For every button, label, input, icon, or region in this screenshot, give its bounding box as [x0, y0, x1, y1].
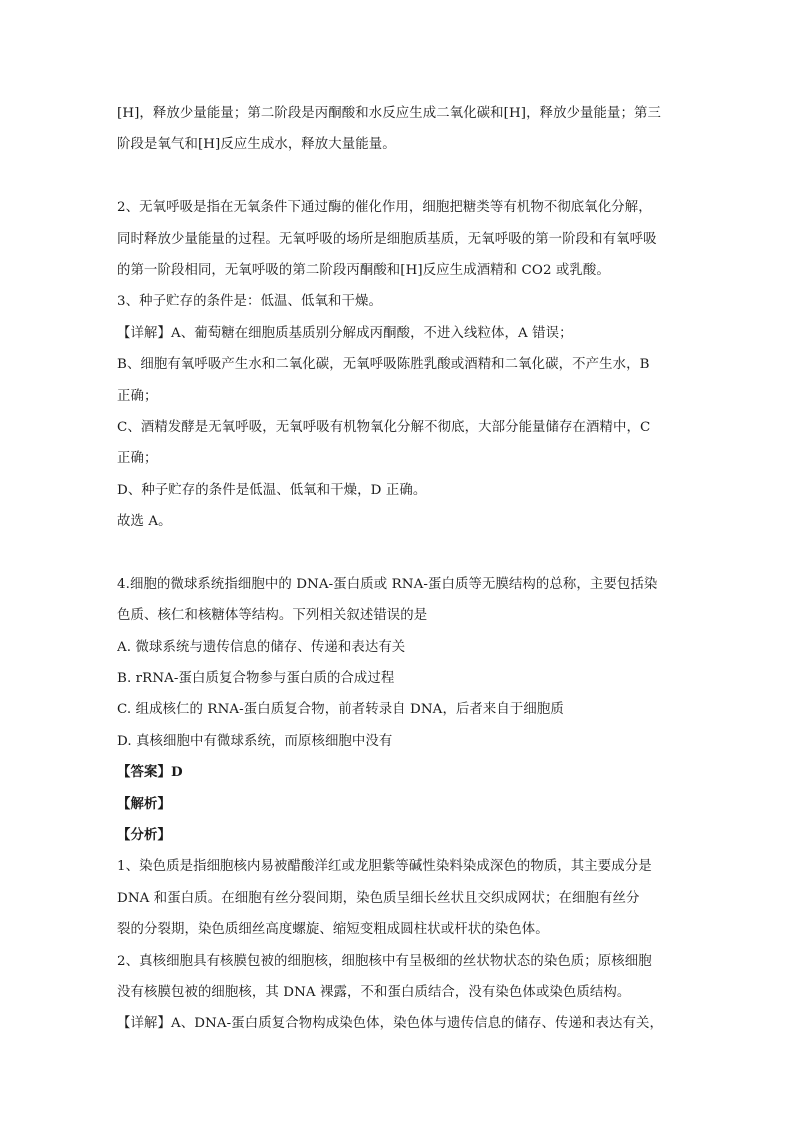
option-d: D. 真核细胞中有微球系统，而原核细胞中没有	[117, 733, 393, 749]
text-line: 故选 A。	[117, 514, 172, 530]
text-line: 的第一阶段相同，无氧呼吸的第二阶段丙酮酸和[H]反应生成酒精和 CO2 或乳酸。	[117, 262, 610, 278]
text-line: 【详解】A、葡萄糖在细胞质基质别分解成丙酮酸，不进入线粒体，A 错误；	[117, 325, 573, 341]
text-line: 正确；	[117, 388, 158, 404]
question-stem: 4.细胞的微球系统指细胞中的 DNA-蛋白质或 RNA-蛋白质等无膜结构的总称，主要包括染	[117, 576, 658, 592]
question-stem: 色质、核仁和核糖体等结构。下列相关叙述错误的是	[117, 608, 428, 624]
text-line: 正确；	[117, 451, 158, 467]
text-line: 【详解】A、DNA-蛋白质复合物构成染色体，染色体与遗传信息的储存、传递和表达有关，	[117, 1016, 663, 1032]
text-line: C、酒精发酵是无氧呼吸，无氧呼吸有机物氧化分解不彻底，大部分能量储存在酒精中，C	[117, 419, 651, 435]
text-line: 1、染色质是指细胞核内易被醋酸洋红或龙胆紫等碱性染料染成深色的物质，其主要成分是	[117, 859, 652, 875]
explanation-heading: 【解析】	[117, 795, 171, 812]
text-line: 没有核膜包被的细胞核，其 DNA 裸露，不和蛋白质结合，没有染色体或染色质结构。	[117, 984, 631, 1000]
text-line: D、种子贮存的条件是低温、低氧和干燥，D 正确。	[117, 482, 427, 498]
text-line: DNA 和蛋白质。在细胞有丝分裂间期，染色质呈细长丝状且交织成网状；在细胞有丝分	[117, 890, 640, 906]
option-b: B. rRNA-蛋白质复合物参与蛋白质的合成过程	[117, 671, 395, 687]
text-line: 3、种子贮存的条件是：低温、低氧和干燥。	[117, 294, 382, 310]
text-line: B、细胞有氧呼吸产生水和二氧化碳，无氧呼吸陈胜乳酸或酒精和二氧化碳，不产生水，B	[117, 357, 650, 373]
answer-heading: 【答案】D	[117, 764, 183, 781]
text-line: 阶段是氧气和[H]反应生成水，释放大量能量。	[117, 137, 396, 153]
text-line: 裂的分裂期，染色质细丝高度螺旋、缩短变粗成圆柱状或杆状的染色体。	[117, 922, 549, 938]
text-line: 2、无氧呼吸是指在无氧条件下通过酶的催化作用，细胞把糖类等有机物不彻底氧化分解，	[117, 200, 652, 216]
text-line: 2、真核细胞具有核膜包被的细胞核，细胞核中有呈极细的丝状物状态的染色质；原核细胞	[117, 953, 652, 969]
option-c: C. 组成核仁的 RNA-蛋白质复合物，前者转录自 DNA，后者来自于细胞质	[117, 702, 564, 718]
document-page	[117, 98, 677, 1040]
paragraph-gap	[117, 537, 677, 568]
text-line: 同时释放少量能量的过程。无氧呼吸的场所是细胞质基质，无氧呼吸的第一阶段和有氧呼吸	[117, 231, 657, 247]
option-a: A. 微球系统与遗传信息的储存、传递和表达有关	[117, 639, 406, 655]
text-line: [H]，释放少量能量；第二阶段是丙酮酸和水反应生成二氧化碳和[H]，释放少量能量；第三	[117, 106, 662, 121]
analysis-heading: 【分析】	[117, 826, 171, 843]
paragraph-gap	[117, 161, 677, 192]
